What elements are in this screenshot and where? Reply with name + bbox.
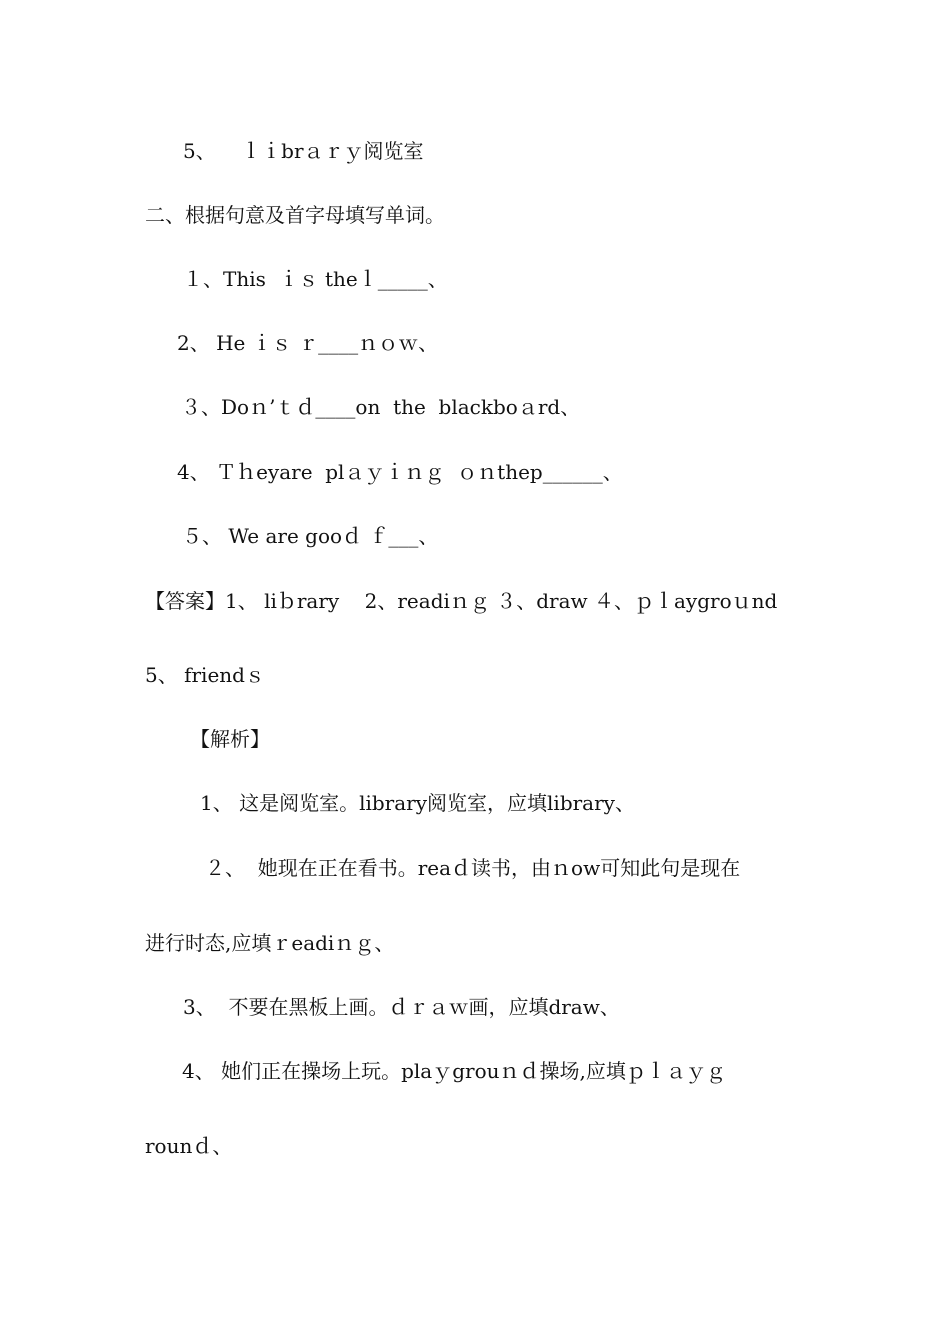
line-7: ５、 We are gooｄ ｆ___、 xyxy=(182,524,439,548)
line-6: 4、 Ｔｈeyare plａｙｉｎｇ ｏｎthep______、 xyxy=(177,460,623,484)
line-15: 4、 她们正在操场上玩。plaｙgrouｎｄ操场,应填ｐｌａｙｇ xyxy=(182,1059,726,1083)
line-13: 进行时态,应填ｒeadiｎｇ、 xyxy=(145,931,395,955)
line-9: 5、 friendｓ xyxy=(145,663,265,687)
line-16: rounｄ、 xyxy=(145,1134,233,1158)
line-3: １、This ｉｓ theｌ_____、 xyxy=(183,267,448,291)
line-4: 2、 He ｉｓ ｒ____ｎｏｗ、 xyxy=(177,331,439,355)
line-5: ３、Doｎ’ｔｄ____on the blackboａrd、 xyxy=(181,395,581,419)
line-2: 二、根据句意及首字母填写单词。 xyxy=(145,203,445,227)
line-11: 1、 这是阅览室。library阅览室，应填library、 xyxy=(200,791,635,815)
line-1: 5、 ｌｉbrａｒｙ阅览室 xyxy=(183,139,424,163)
line-14: 3、 不要在黑板上画。ｄｒａｗ画，应填draw、 xyxy=(183,995,620,1019)
line-10: 【解析】 xyxy=(190,727,270,751)
line-12: ２、 她现在正在看书。reaｄ读书，由ｎow可知此句是现在 xyxy=(205,856,741,880)
line-8: 【答案】1、 liｂrary 2、readiｎｇ ３、draw ４、ｐｌaygroｕnd xyxy=(145,589,778,613)
